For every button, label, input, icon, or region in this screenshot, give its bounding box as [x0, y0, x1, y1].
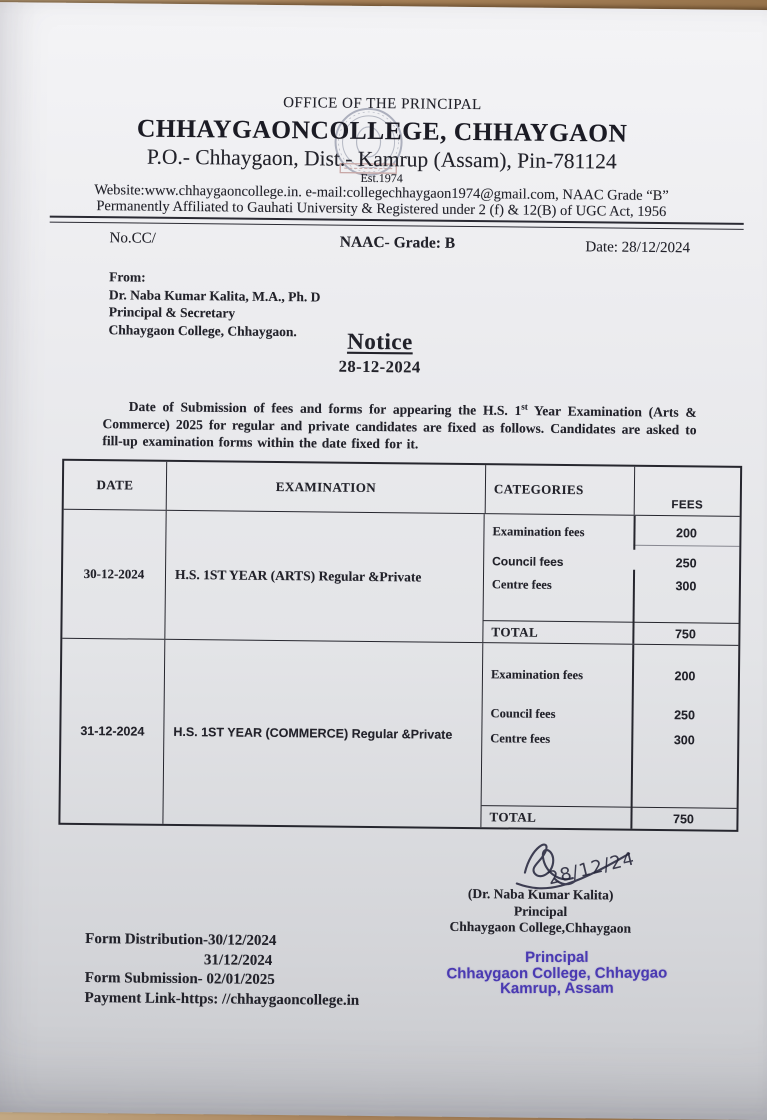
fee-line: [484, 577, 739, 595]
from-name: Dr. Naba Kumar Kalita, M.A., Ph. D: [108, 286, 321, 304]
website-email-line: Website:www.chhaygaoncollege.in. e-mail:collegechhaygaon1974@gmail.com, NAAC Grade “B”: [94, 182, 669, 205]
col-header-fees: FEES: [671, 499, 704, 512]
categories-fees-cell: [483, 514, 739, 645]
handwritten-date: 28/12/24: [545, 848, 638, 890]
category-label: Examination fees: [492, 524, 585, 540]
total-label: TOTAL: [489, 808, 537, 825]
examination-cell: H.S. 1ST YEAR (ARTS) Regular &Private: [165, 511, 484, 642]
stamp-line-title: Principal: [525, 948, 589, 967]
signatory-title: Principal: [513, 902, 568, 919]
category-label: Council fees: [492, 554, 564, 569]
stamp-line-location: Kamrup, Assam: [500, 979, 614, 998]
table-row-arts: [62, 510, 739, 646]
notice-body: Date of Submission of fees and forms for appearing the H.S. 1st Year Examination (Arts & Commerce) 2025 for regular and private candidates are fixed as follows. Candidates are asked to fill-up examination forms within the date fixed for it.: [102, 398, 697, 451]
fee-line: [482, 731, 737, 749]
date-cell: 30-12-2024: [62, 510, 166, 639]
table-header-row: [64, 461, 740, 517]
signatory-name: (Dr. Naba Kumar Kalita): [467, 886, 614, 903]
total-value: 750: [672, 811, 694, 826]
total-line: [483, 620, 738, 645]
address-line: P.O.- Chhaygaon, Dist.- Kamrup (Assam), Pin-781124: [146, 144, 617, 174]
col-header-date: DATE: [64, 461, 167, 510]
letter-date: Date: 28/12/2024: [585, 239, 691, 257]
college-name: CHHAYGAONCOLLEGE, CHHAYGAON: [136, 113, 628, 148]
naac-grade: NAAC- Grade: B: [339, 233, 456, 252]
fee-line: [483, 667, 738, 685]
from-college: Chhaygaon College, Chhaygaon.: [108, 321, 297, 339]
form-submission-line: Form Submission- 02/01/2025: [84, 970, 275, 988]
affiliation-line: Permanently Affiliated to Gauhati University & Registered under 2 (f) & 12(B) of UGC Act, 1956: [96, 198, 667, 221]
signatory-block: [440, 886, 641, 938]
fee-value: 300: [675, 579, 697, 594]
fee-value: 200: [633, 526, 739, 547]
form-distribution-line2: 31/12/2024: [203, 951, 273, 969]
office-line: OFFICE OF THE PRINCIPAL: [283, 95, 482, 114]
category-label: Centre fees: [490, 731, 551, 746]
fee-value: 250: [674, 708, 696, 723]
est-year-line: Est.1974: [360, 170, 403, 186]
fee-line: [484, 554, 739, 571]
fee-value: 200: [674, 669, 696, 684]
examination-cell: H.S. 1ST YEAR (COMMERCE) Regular &Private: [163, 640, 483, 827]
notice-date: 28-12-2024: [338, 356, 421, 377]
categories-fees-cell: [481, 643, 738, 830]
date-cell: 31-12-2024: [60, 639, 165, 824]
total-line: [481, 805, 736, 830]
fee-line: [482, 706, 737, 724]
fees-table: [58, 459, 742, 832]
notice-title: Notice: [347, 328, 413, 355]
col-header-examination: EXAMINATION: [167, 462, 486, 513]
stamp-line-college: Chhaygaon College, Chhaygao: [446, 964, 668, 982]
table-row-commerce: [60, 639, 738, 830]
ref-number: No.CC/: [109, 230, 156, 247]
fee-value: 250: [675, 556, 697, 571]
payment-link-line: Payment Link-https: //chhaygaoncollege.in: [84, 989, 360, 1009]
schedule-block: [84, 930, 359, 1011]
scanned-paper-sheet: [0, 2, 767, 1120]
signatory-college: Chhaygaon College,Chhaygaon: [449, 918, 632, 936]
total-value: 750: [674, 626, 696, 641]
category-label: Centre fees: [491, 577, 552, 592]
principal-stamp: [442, 950, 672, 997]
from-designation: Principal & Secretary: [108, 304, 236, 321]
form-distribution-line: Form Distribution-30/12/2024: [85, 931, 277, 950]
superscript-st: st: [521, 401, 528, 412]
category-label: Examination fees: [490, 667, 584, 683]
fee-line: [484, 524, 739, 547]
total-label: TOTAL: [491, 623, 539, 640]
category-label: Council fees: [490, 706, 556, 721]
col-header-categories: CATEGORIES: [486, 465, 635, 515]
from-label: From:: [109, 269, 146, 285]
fee-value: 300: [673, 733, 695, 748]
